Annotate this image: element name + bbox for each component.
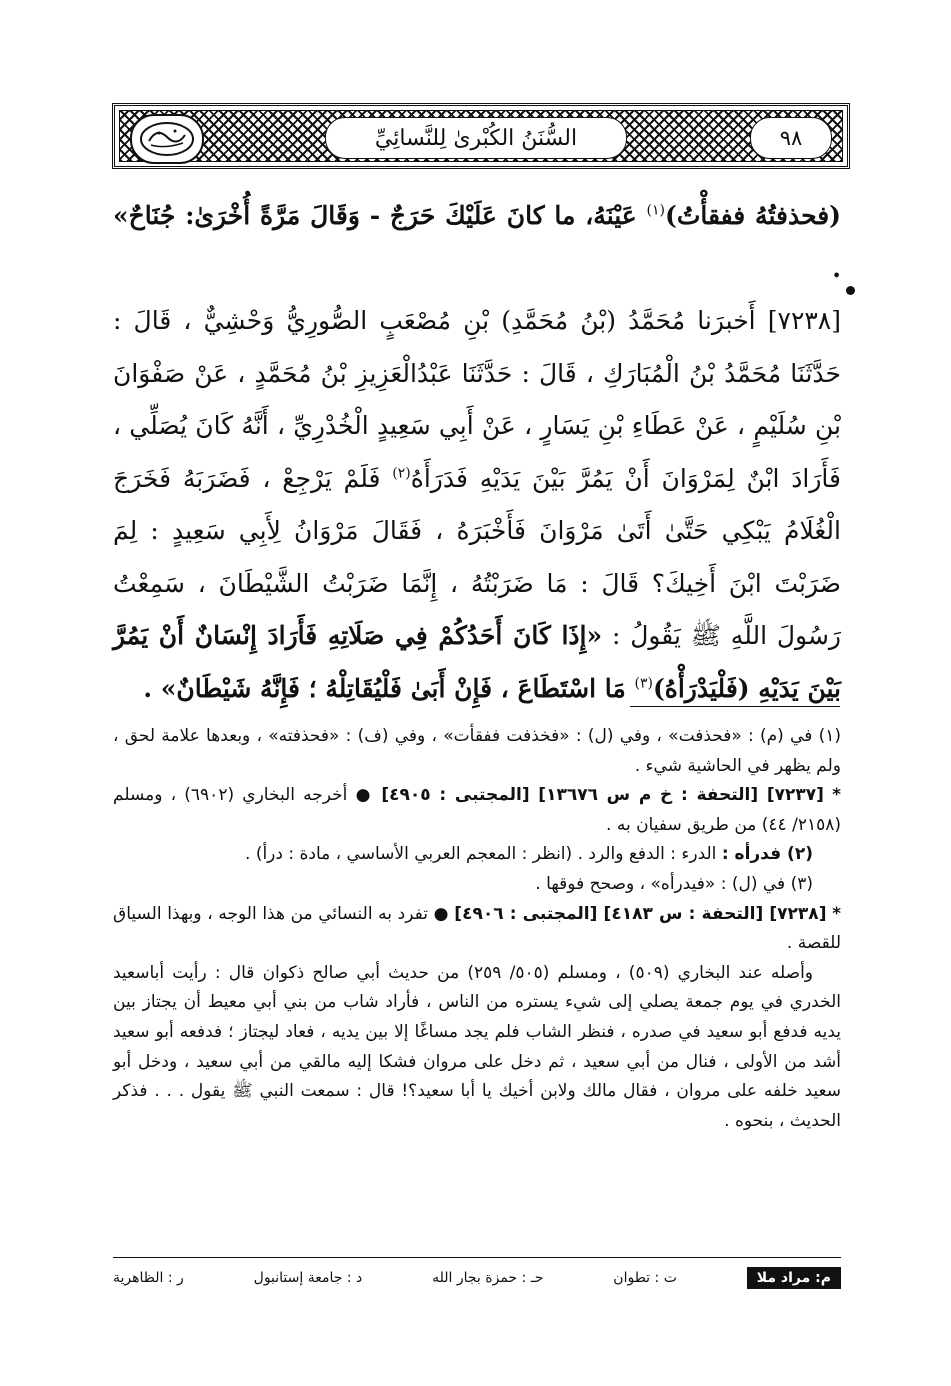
hadith-bullet-icon (846, 286, 855, 295)
footnote-3: (٣) في (ل) : «فيدرأه» ، وصحح فوقها . (535, 873, 813, 894)
footnote-ref-1: (١) (646, 202, 666, 219)
page-header (112, 103, 850, 169)
main-text (113, 190, 841, 715)
prophetic-quote-start: (فحذفتُهُ ففقأْتُ) (665, 201, 841, 230)
footnote-ref-2: (٢) (392, 465, 411, 482)
takhrij-7238-paragraph: وأصله عند البخاري (٥٠٩) ، ومسلم (٥٠٥/ ٢٥٩) من حديث أبي صالح ذكوان قال : رأيت أباسعيد الخدري في يوم جمعة يصلي إلى شيء يستره من الناس ، فأراد شاب من بني أبي معيط أن يجتاز بين يديه فدفع أبو سعيد في صدره ، فنظر الشاب فلم يجد مساغًا إلا بين يديه ، فعاد ليجتاز ؛ فدفعه أبو سعيد أشد من الأولى ، فنال من أبي سعيد ، ثم دخل على مروان فشكا إليه مالقي من أبي سعيد ، ودخل أبو سعيد خلفه على مروان ، فقال مالك ولابن أخيك يا أبا سعيد؟! قال : سمعت النبي ﷺ يقول . . . فذكر الحديث ، بنحوه . (113, 962, 841, 1131)
continuation-line (113, 190, 841, 295)
book-seal-logo (130, 114, 204, 164)
footnote-2-label: (٢) فدرأه : (721, 844, 813, 865)
footnotes (113, 722, 841, 1136)
siglum-m: م: مراد ملا (747, 1267, 841, 1289)
takhrij-7238: * [٧٢٣٨] [التحفة : س ٤١٨٣] [المجتبى : ٤٩٠٦] ● تفرد به النسائي من هذا الوجه ، وبهذا السياق للقصة . (113, 903, 841, 954)
footer-separator (113, 1257, 841, 1258)
footnote-2 (113, 840, 841, 870)
takhrij-7237-text: ● أخرجه البخاري (٦٩٠٢) ، ومسلم (٢١٥٨/ ٤٤) من طريق سفيان به . (113, 785, 841, 835)
prophetic-quote-end: عَيْنَهُ، ما كانَ عَلَيْكَ حَرَجٌ - وَقَالَ مَرَّةً أُخْرَىٰ: جُنَاحٌ» . (113, 201, 841, 283)
book-title: السُّنَنُ الكُبْرىٰ لِلنَّسائِيِّ (325, 117, 627, 159)
siglum-h: حـ : حمزة بجار الله (432, 1270, 544, 1286)
siglum-r: ر : الظاهرية (113, 1270, 184, 1286)
page-number: ٩٨ (750, 117, 832, 159)
prophetic-saying-a: «إِذَا كَانَ أَحَدُكُمْ فِي صَلَاتِهِ فَأَرَادَ إِنْسَانٌ أَنْ يَمُرَّ بَيْنَ يَدَيْهِ (فَلْيَدْرَأْهُ) (113, 621, 841, 703)
hadith-number: [٧٢٣٨] (767, 306, 841, 335)
footnote-1: (١) في (م) : «فحذفت» ، وفي (ل) : «فخذفت ففقأت» ، وفي (ف) : «فحذفته» ، وبعدها علامة لحق ، ولم يظهر في الحاشية شيء . (113, 726, 841, 776)
footnote-2-text: الدرء : الدفع والرد . (انظر : المعجم العربي الأساسي ، مادة : درأ) . (245, 844, 722, 865)
takhrij-7238-text: ● تفرد به النسائي من هذا الوجه ، وبهذا السياق للقصة . (113, 903, 841, 954)
footnote-separator (630, 706, 840, 707)
siglum-t: ت : تطوان (613, 1270, 677, 1286)
header-ornament (119, 110, 843, 162)
siglum-d: د : جامعة إستانبول (253, 1270, 363, 1286)
takhrij-7238-ref: [٧٢٣٨] [التحفة : س ٤١٨٣] [المجتبى : ٤٩٠٦] (454, 903, 827, 924)
hadith-narrative: فَلَمْ يَرْجِعْ ، فَضَرَبَهُ فَخَرَجَ الْغُلَامُ يَبْكِي حَتَّىٰ أَتَىٰ مَرْوَانَ فَأَخْبَرَهُ ، فَقَالَ مَرْوَانُ لِأَبِي سَعِيدٍ : لِمَ ضَرَبْتَ ابْنَ أَخِيكَ؟ قَالَ : مَا ضَرَبْتُهُ ، إِنَّمَا ضَرَبْتُ الشَّيْطَانَ ، سَمِعْتُ رَسُولَ اللَّهِ ﷺ يَقُولُ : (113, 463, 841, 650)
footnote-ref-3: (٣) (634, 675, 653, 692)
takhrij-7237-ref: [٧٢٣٧] [التحفة : خ م س ١٣٦٧٦] [المجتبى : ٤٩٠٥] (381, 785, 824, 806)
manuscript-sigla (113, 1264, 841, 1292)
seal-calligraphy-icon (137, 119, 197, 159)
takhrij-7237: * [٧٢٣٧] [التحفة : خ م س ١٣٦٧٦] [المجتبى : ٤٩٠٥] ● أخرجه البخاري (٦٩٠٢) ، ومسلم (٢١٥٨/ ٤٤) من طريق سفيان به . (113, 785, 842, 835)
hadith-chain: أَخبرَنا مُحَمَّدُ (بْنُ مُحَمَّدِ) بْنِ مُصْعَبٍ الصُّورِيُّ وَحْشِيٌّ ، قَالَ : حَدَّثَنَا مُحَمَّدُ بْنُ الْمُبَارَكِ ، قَالَ : حَدَّثَنَا عَبْدُالْعَزِيزِ بْنُ مُحَمَّدٍ ، عَنْ صَفْوَانَ بْنِ سُلَيْمٍ ، عَنْ عَطَاءِ بْنِ يَسَارٍ ، عَنْ أَبِي سَعِيدٍ الْخُدْرِيِّ ، أَنَّهُ كَانَ يُصَلِّي ، فَأَرَادَ ابْنٌ لِمَرْوَانَ أَنْ يَمُرَّ بَيْنَ يَدَيْهِ فَدَرَأَهُ (113, 306, 841, 493)
hadith-7238 (113, 295, 841, 715)
prophetic-saying-b: مَا اسْتَطَاعَ ، فَإِنْ أَبَىٰ فَلْيُقَاتِلْهُ ؛ فَإِنَّهُ شَيْطَانٌ» . (143, 673, 635, 703)
